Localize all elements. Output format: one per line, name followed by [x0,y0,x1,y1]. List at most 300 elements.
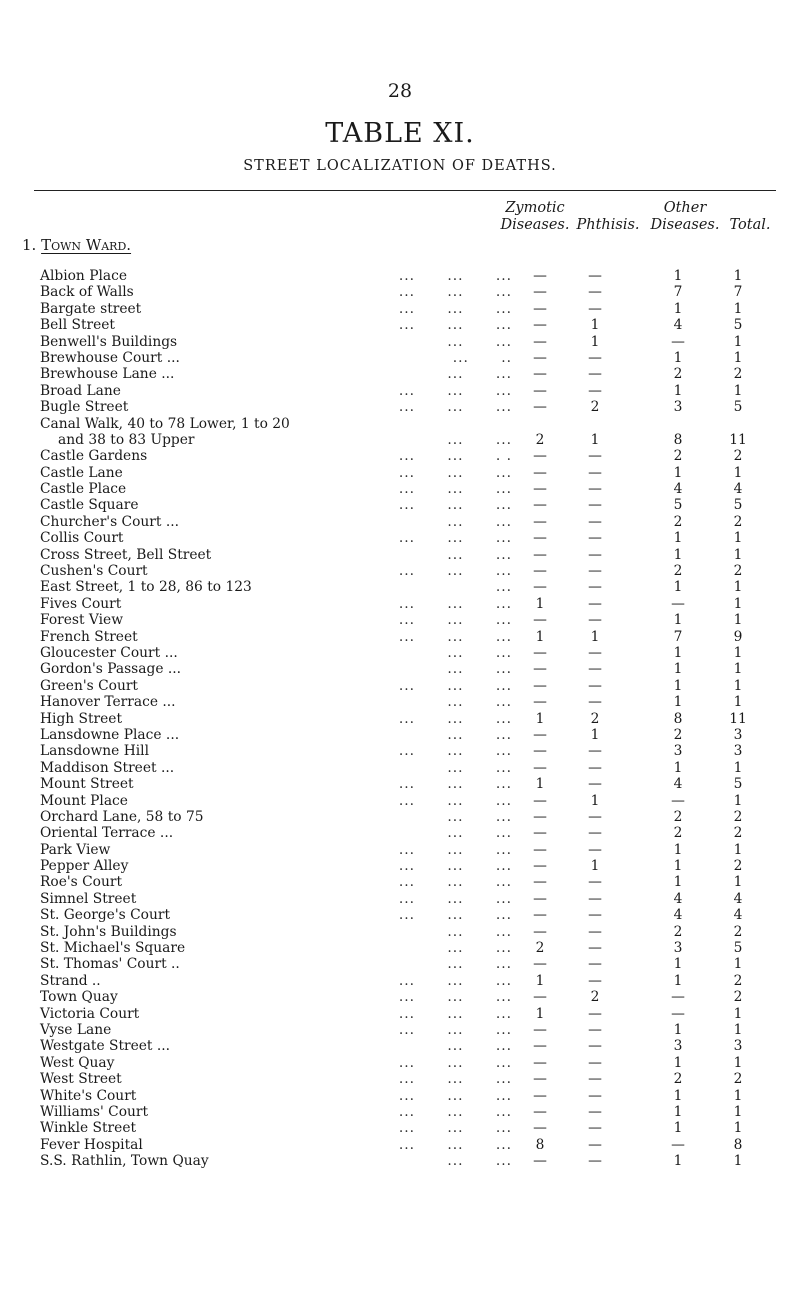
dot-leader: ... ... [447,956,512,973]
dot-leader: ... ... [447,644,512,661]
street-name: Canal Walk, 40 to 78 Lower, 1 to 20 [40,415,290,432]
zymotic-cell: — [533,792,547,809]
dot-leader: ... ... ... [398,907,512,924]
street-name: Brewhouse Lane ... [40,366,175,383]
phthisis-cell: — [588,923,602,940]
table-row [0,858,800,874]
table-row [0,1022,800,1038]
total-cell: 11 [729,710,747,727]
phthisis-cell: 1 [590,431,600,448]
table-row [0,776,800,792]
dot-leader: ... ... ... [398,300,512,317]
street-name: Bell Street [40,317,115,334]
total-cell: 1 [733,1120,743,1137]
total-cell: 1 [733,874,743,891]
dot-leader: ... ... ... [398,743,512,760]
table-subtitle: STREET LOCALIZATION OF DEATHS. [243,158,557,174]
other-diseases-cell: 1 [673,972,683,989]
street-name: Lansdowne Hill [40,743,150,760]
table-row [0,284,800,300]
dot-leader: ... ... ... [398,972,512,989]
total-cell: 1 [733,661,743,678]
phthisis-cell: — [588,759,602,776]
table-row [0,694,800,710]
dot-leader: ... ... ... [398,792,512,809]
total-cell: 11 [729,431,747,448]
zymotic-cell: — [533,825,547,842]
other-diseases-cell: — [671,1136,685,1153]
dot-leader: ... ... ... [398,1103,512,1120]
table-row [0,940,800,956]
other-diseases-cell: 1 [673,1054,683,1071]
table-row [0,924,800,940]
total-cell: 1 [733,841,743,858]
dot-leader: ... ... . . [398,448,512,465]
table-row [0,973,800,989]
table-row [0,301,800,317]
other-diseases-cell: 1 [673,1153,683,1170]
table-row [0,465,800,481]
total-cell: 1 [733,464,743,481]
table-row [0,432,800,448]
dot-leader: ... ... ... [398,628,512,645]
table-row [0,1006,800,1022]
header-rule [34,190,776,191]
phthisis-cell: — [588,1136,602,1153]
phthisis-cell: — [588,612,602,629]
zymotic-cell: — [533,858,547,875]
total-cell: 1 [733,1103,743,1120]
zymotic-cell: 1 [535,1005,545,1022]
other-diseases-cell: 4 [673,481,683,498]
street-name: Cushen's Court [40,563,148,580]
dot-leader: ... ... ... [398,563,512,580]
phthisis-cell: 1 [590,858,600,875]
other-diseases-cell: 1 [673,644,683,661]
zymotic-cell: 1 [535,628,545,645]
table-row [0,497,800,513]
other-diseases-cell: 1 [673,694,683,711]
phthisis-cell: — [588,743,602,760]
zymotic-cell: — [533,366,547,383]
phthisis-cell: — [588,513,602,530]
phthisis-cell: — [588,1103,602,1120]
other-diseases-cell: 4 [673,890,683,907]
table-row [0,760,800,776]
other-diseases-cell: 1 [673,546,683,563]
phthisis-cell: — [588,1005,602,1022]
total-cell: 1 [733,1054,743,1071]
deaths-table [0,268,800,1169]
phthisis-cell: — [588,300,602,317]
zymotic-cell: — [533,399,547,416]
table-row [0,530,800,546]
phthisis-cell: — [588,694,602,711]
total-cell: 4 [733,890,743,907]
zymotic-cell: — [533,644,547,661]
street-name: Albion Place [40,268,128,284]
column-header-zymotic-line1: Zymotic [505,200,565,216]
zymotic-cell: — [533,382,547,399]
street-name: Roe's Court [40,874,123,891]
other-diseases-cell: 2 [673,513,683,530]
table-row [0,1137,800,1153]
other-diseases-cell: 1 [673,759,683,776]
column-header-other-line1: Other [663,200,707,216]
dot-leader: ... ... [447,923,512,940]
ward-name: Town Ward. [41,236,132,254]
total-cell: 1 [733,579,743,596]
street-name: Churcher's Court ... [40,513,179,530]
table-row [0,268,800,284]
street-name: West Street [40,1071,122,1088]
phthisis-cell: — [588,497,602,514]
street-name: Victoria Court [40,1005,140,1022]
table-row [0,793,800,809]
total-cell: 1 [733,595,743,612]
street-name: Maddison Street ... [40,759,175,776]
total-cell: 2 [733,972,743,989]
other-diseases-cell: — [671,792,685,809]
dot-leader: ... ... [447,694,512,711]
zymotic-cell: — [533,497,547,514]
table-row [0,907,800,923]
ward-number: 1. [22,236,37,254]
zymotic-cell: — [533,808,547,825]
street-name: Brewhouse Court ... [40,349,180,366]
zymotic-cell: — [533,546,547,563]
table-row [0,383,800,399]
phthisis-cell: — [588,1071,602,1088]
street-name: Pepper Alley [40,858,129,875]
other-diseases-cell: 1 [673,841,683,858]
other-diseases-cell: — [671,333,685,350]
other-diseases-cell: 1 [673,874,683,891]
dot-leader: ... ... ... [398,595,512,612]
page-number: 28 [387,80,413,102]
other-diseases-cell: — [671,595,685,612]
table-row [0,678,800,694]
table-row [0,481,800,497]
total-cell: 1 [733,333,743,350]
street-name: Westgate Street ... [40,1038,171,1055]
dot-leader: ... ... [447,366,512,383]
street-name: High Street [40,710,123,727]
street-name: Back of Walls [40,284,134,301]
total-cell: 2 [733,808,743,825]
total-cell: 5 [733,497,743,514]
total-cell: 1 [733,1005,743,1022]
zymotic-cell: — [533,989,547,1006]
dot-leader: ... ... ... [398,530,512,547]
total-cell: 5 [733,776,743,793]
total-cell: 7 [733,284,743,301]
table-row [0,448,800,464]
other-diseases-cell: 3 [673,399,683,416]
phthisis-cell: — [588,874,602,891]
phthisis-cell: — [588,563,602,580]
other-diseases-cell: 3 [673,940,683,957]
street-name: Bugle Street [40,399,129,416]
total-cell: 2 [733,989,743,1006]
table-row [0,416,800,432]
dot-leader: ... ... ... [398,464,512,481]
total-cell: 1 [733,1087,743,1104]
table-row [0,825,800,841]
zymotic-cell: — [533,579,547,596]
total-cell: 1 [733,759,743,776]
zymotic-cell: — [533,1038,547,1055]
street-name: Mount Street [40,776,134,793]
phthisis-cell: — [588,1021,602,1038]
street-name: Strand .. [40,972,101,989]
street-name: French Street [40,628,138,645]
table-row [0,612,800,628]
street-name: Castle Lane [40,464,123,481]
dot-leader: ... ... ... [398,710,512,727]
street-name: Hanover Terrace ... [40,694,176,711]
dot-leader: ... ... ... [398,284,512,301]
table-row [0,645,800,661]
other-diseases-cell: 1 [673,1103,683,1120]
phthisis-cell: — [588,284,602,301]
zymotic-cell: — [533,677,547,694]
street-name: Fives Court [40,595,122,612]
other-diseases-cell: 4 [673,907,683,924]
phthisis-cell: — [588,595,602,612]
other-diseases-cell: 3 [673,743,683,760]
phthisis-cell: — [588,956,602,973]
street-name: Castle Square [40,497,139,514]
zymotic-cell: — [533,300,547,317]
total-cell: 2 [733,366,743,383]
street-name: Castle Gardens [40,448,148,465]
total-cell: 1 [733,1153,743,1170]
zymotic-cell: — [533,612,547,629]
phthisis-cell: — [588,366,602,383]
table-row [0,711,800,727]
table-row [0,1104,800,1120]
total-cell: 3 [733,743,743,760]
total-cell: 5 [733,940,743,957]
table-row [0,1120,800,1136]
dot-leader: ... .. [452,349,512,366]
zymotic-cell: — [533,841,547,858]
table-row [0,727,800,743]
dot-leader: ... ... ... [398,268,512,284]
street-name: Mount Place [40,792,128,809]
phthisis-cell: — [588,448,602,465]
street-name: St. John's Buildings [40,923,177,940]
other-diseases-cell: 1 [673,530,683,547]
street-name: Collis Court [40,530,124,547]
table-row [0,563,800,579]
table-row [0,334,800,350]
total-cell: 2 [733,858,743,875]
table-row [0,809,800,825]
street-name: Fever Hospital [40,1136,143,1153]
total-cell: 2 [733,1071,743,1088]
phthisis-cell: — [588,481,602,498]
table-row [0,989,800,1005]
street-name: Simnel Street [40,890,137,907]
other-diseases-cell: 1 [673,677,683,694]
dot-leader: ... ... ... [398,382,512,399]
total-cell: 1 [733,268,743,284]
phthisis-cell: — [588,644,602,661]
table-row [0,514,800,530]
other-diseases-cell: 5 [673,497,683,514]
street-name: S.S. Rathlin, Town Quay [40,1153,209,1170]
dot-leader: ... ... ... [398,1120,512,1137]
total-cell: 2 [733,923,743,940]
zymotic-cell: — [533,1153,547,1170]
street-name: Winkle Street [40,1120,137,1137]
other-diseases-cell: 7 [673,284,683,301]
other-diseases-cell: 1 [673,579,683,596]
zymotic-cell: — [533,743,547,760]
dot-leader: ... ... [447,726,512,743]
phthisis-cell: — [588,464,602,481]
table-row [0,350,800,366]
dot-leader: ... ... [447,661,512,678]
total-cell: 1 [733,382,743,399]
total-cell: 1 [733,694,743,711]
total-cell: 1 [733,530,743,547]
total-cell: 1 [733,792,743,809]
zymotic-cell: — [533,481,547,498]
zymotic-cell: — [533,726,547,743]
dot-leader: ... [495,579,512,596]
dot-leader: ... ... ... [398,1136,512,1153]
other-diseases-cell: 2 [673,366,683,383]
dot-leader: ... ... ... [398,497,512,514]
dot-leader: ... ... ... [398,1054,512,1071]
street-name: West Quay [40,1054,115,1071]
dot-leader: ... ... ... [398,858,512,875]
other-diseases-cell: 1 [673,661,683,678]
other-diseases-cell: 1 [673,268,683,284]
street-name: Benwell's Buildings [40,333,178,350]
total-cell: 3 [733,1038,743,1055]
ward-heading [22,236,131,254]
zymotic-cell: 1 [535,776,545,793]
phthisis-cell: — [588,890,602,907]
zymotic-cell: — [533,1054,547,1071]
dot-leader: ... ... ... [398,481,512,498]
total-cell: 1 [733,300,743,317]
street-name: East Street, 1 to 28, 86 to 123 [40,579,252,596]
zymotic-cell: 1 [535,972,545,989]
dot-leader: ... ... ... [398,1021,512,1038]
dot-leader: ... ... ... [398,317,512,334]
phthisis-cell: — [588,1038,602,1055]
total-cell: 1 [733,677,743,694]
dot-leader: ... ... [447,513,512,530]
street-name: Cross Street, Bell Street [40,546,212,563]
zymotic-cell: — [533,1021,547,1038]
phthisis-cell: — [588,349,602,366]
street-name: Bargate street [40,300,142,317]
zymotic-cell: — [533,448,547,465]
zymotic-cell: — [533,513,547,530]
zymotic-cell: — [533,1120,547,1137]
zymotic-cell: 2 [535,431,545,448]
phthisis-cell: — [588,1120,602,1137]
street-name: Broad Lane [40,382,121,399]
total-cell: 1 [733,1021,743,1038]
zymotic-cell: — [533,907,547,924]
zymotic-cell: — [533,349,547,366]
zymotic-cell: 2 [535,940,545,957]
zymotic-cell: — [533,923,547,940]
dot-leader: ... ... [447,759,512,776]
zymotic-cell: — [533,464,547,481]
total-cell: 4 [733,481,743,498]
other-diseases-cell: 1 [673,956,683,973]
zymotic-cell: — [533,563,547,580]
phthisis-cell: — [588,661,602,678]
table-row [0,743,800,759]
other-diseases-cell: 2 [673,726,683,743]
column-header-zymotic-line2: Diseases. [500,217,570,233]
phthisis-cell: — [588,825,602,842]
street-name: Park View [40,841,111,858]
other-diseases-cell: 1 [673,612,683,629]
table-title: TABLE XI. [325,118,475,149]
table-row [0,317,800,333]
phthisis-cell: — [588,1087,602,1104]
zymotic-cell: — [533,530,547,547]
table-row [0,366,800,382]
phthisis-cell: — [588,972,602,989]
phthisis-cell: — [588,677,602,694]
zymotic-cell: — [533,268,547,284]
dot-leader: ... ... [447,1153,512,1170]
total-cell: 1 [733,349,743,366]
table-row [0,661,800,677]
phthisis-cell: — [588,1054,602,1071]
table-row [0,579,800,595]
dot-leader: ... ... ... [398,841,512,858]
total-cell: 8 [733,1136,743,1153]
table-row [0,399,800,415]
zymotic-cell: — [533,1071,547,1088]
total-cell: 9 [733,628,743,645]
table-row [0,956,800,972]
total-cell: 1 [733,546,743,563]
table-row [0,1055,800,1071]
dot-leader: ... ... [447,808,512,825]
total-cell: 5 [733,317,743,334]
table-row [0,1071,800,1087]
phthisis-cell: 2 [590,399,600,416]
zymotic-cell: — [533,890,547,907]
street-name: Vyse Lane [40,1021,112,1038]
other-diseases-cell: 1 [673,1021,683,1038]
street-name: Town Quay [40,989,118,1006]
total-cell: 1 [733,644,743,661]
dot-leader: ... ... [447,431,512,448]
phthisis-cell: — [588,268,602,284]
phthisis-cell: — [588,382,602,399]
phthisis-cell: — [588,530,602,547]
column-header-phthisis: Phthisis. [576,217,640,233]
total-cell: 2 [733,448,743,465]
other-diseases-cell: 2 [673,808,683,825]
other-diseases-cell: 2 [673,448,683,465]
zymotic-cell: — [533,759,547,776]
